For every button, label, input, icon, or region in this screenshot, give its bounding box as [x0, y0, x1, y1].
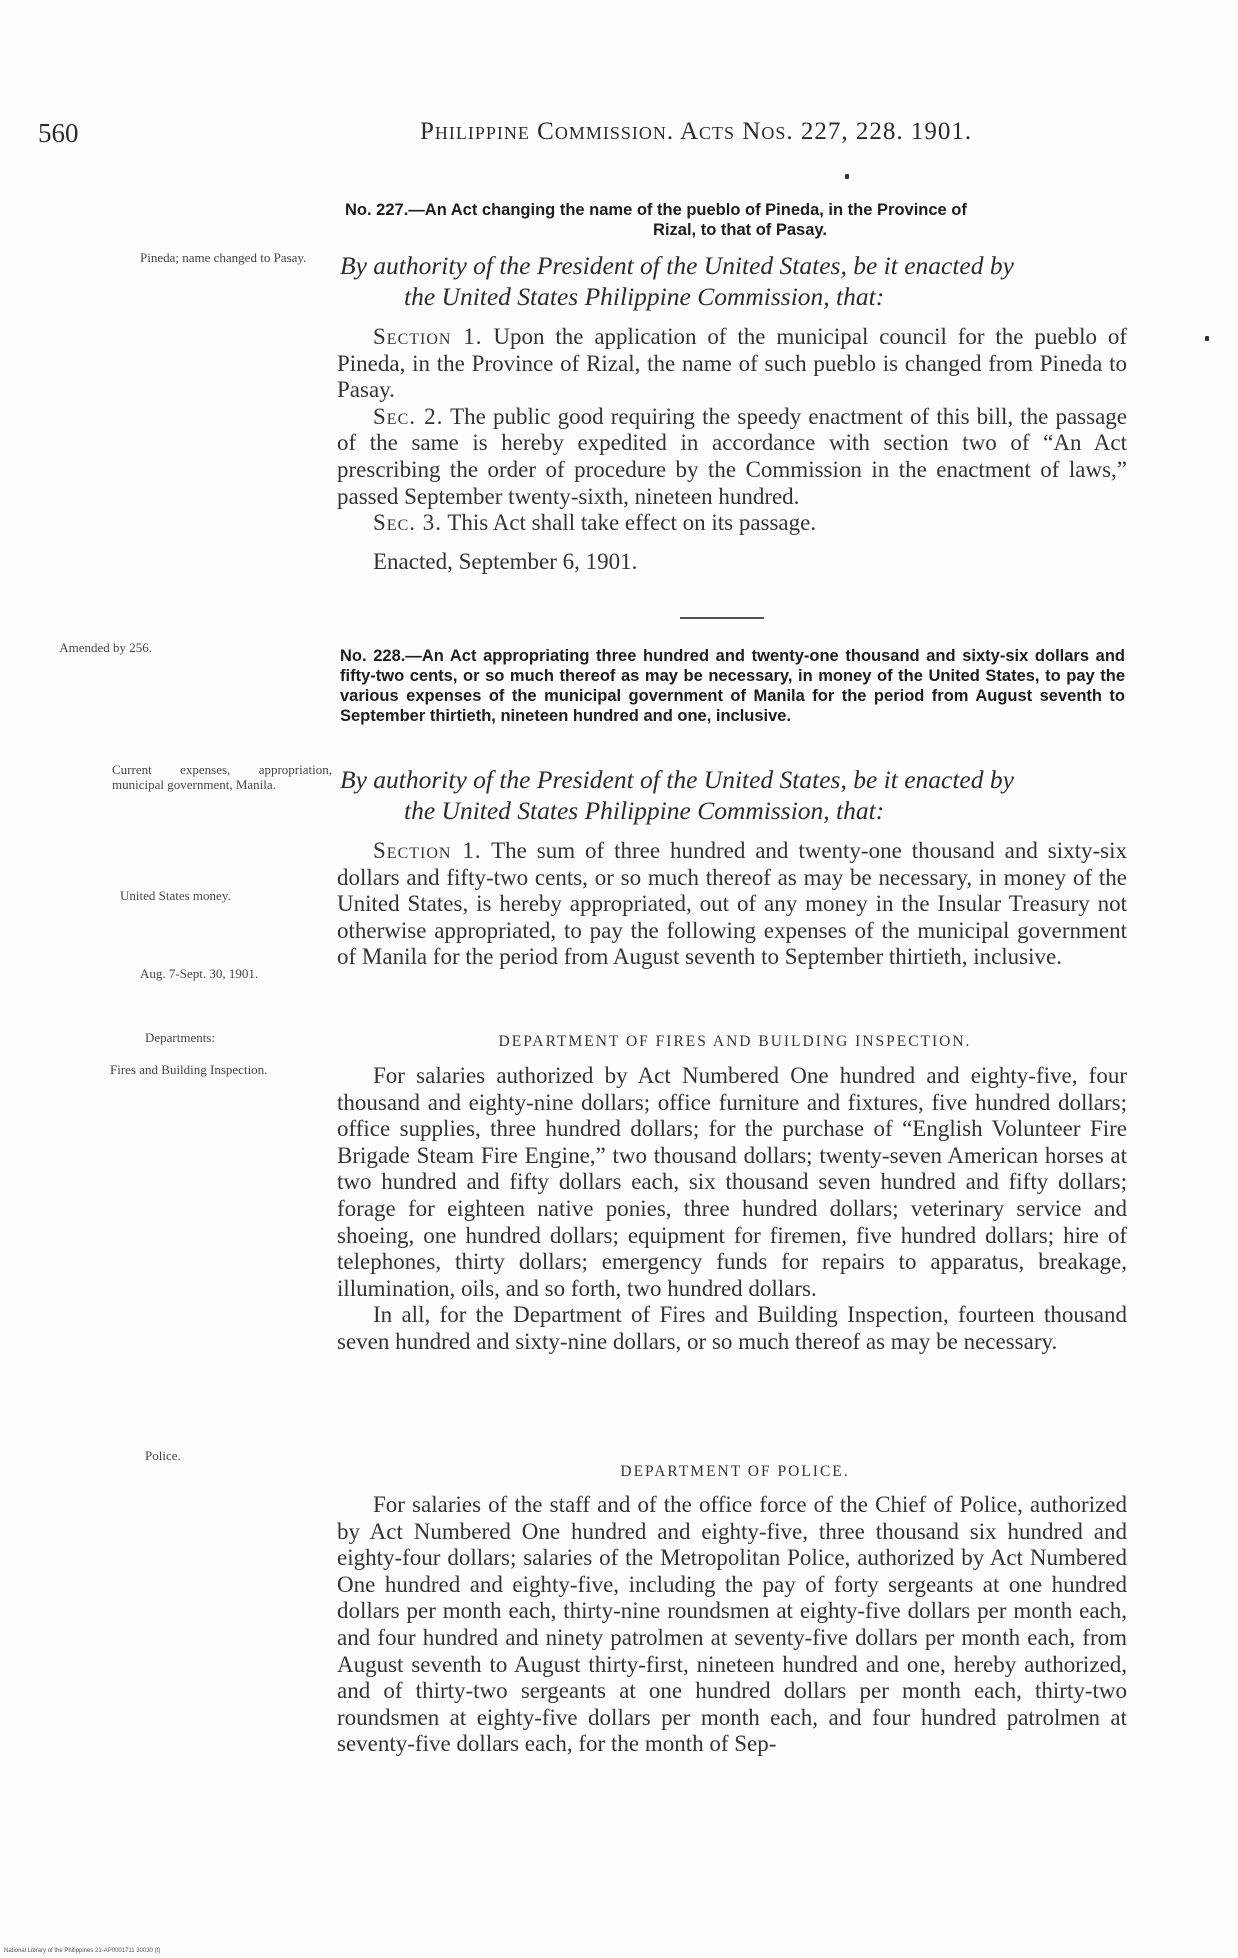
enacting-line1: By authority of the President of the United States, be it enacted by: [340, 251, 1014, 280]
fires-department-body: [337, 1063, 1127, 1356]
police-appropriations: For salaries of the staff and of the office force of the Chief of Police, authorized by Act Numbered One hundred and eighty-five, three thousand six hundred and eighty-four dollars; salaries of the Metropolitan Police, authorized by Act Numbered One hundred and eighty-five, including the pay of forty sergeants at one hundred dollars per month each, thirty-nine roundsmen at eighty-five dollars per month each, and four hundred and ninety patrolmen at seventy-five dollars per month each, from August seventh to August thirty-first, nineteen hundred and one, hereby authorized, and of thirty-two sergeants at one hundred dollars per month each, thirty-two roundsmen at eighty-five dollars per month each, and four hundred patrolmen at seventy-five dollars each, for the month of Sep-: [337, 1492, 1127, 1757]
margin-note-amended: Amended by 256.: [59, 640, 152, 655]
act-228-heading: No. 228.—An Act appropriating three hundred and twenty-one thousand and sixty-six dollars and fifty-two cents, or so much thereof as may be necessary, in money of the United States, to pay the various expenses of the municipal government of Manila for the period from August seventh to September thirtieth, nineteen hundred and one, inclusive.: [340, 647, 1125, 725]
enacting-line2: the United States Philippine Commission, that:: [404, 796, 885, 825]
margin-note-period: Aug. 7-Sept. 30, 1901.: [140, 966, 259, 981]
police-department-body: [337, 1492, 1127, 1758]
act-227-body: [337, 324, 1127, 575]
fires-total: In all, for the Department of Fires and Building Inspection, fourteen thousand seven hundred and sixty-nine dollars, or so much thereof as may be necessary.: [337, 1302, 1127, 1354]
act-227-enacting-clause: [340, 250, 1140, 312]
margin-note-police: Police.: [145, 1448, 181, 1463]
page-number: 560: [38, 118, 79, 148]
section-label: Sec. 2.: [373, 403, 444, 429]
separator-rule: [680, 617, 764, 619]
fires-department-heading: DEPARTMENT OF FIRES AND BUILDING INSPECTION.: [498, 1033, 972, 1050]
act-227-heading-line2: Rizal, to that of Pasay.: [653, 221, 827, 239]
section-3: [337, 510, 1127, 537]
enacted-date: Enacted, September 6, 1901.: [373, 548, 638, 574]
fires-appropriations: For salaries authorized by Act Numbered One hundred and eighty-five, four thousand and eighty-nine dollars; office furniture and fixtures, five hundred dollars; office supplies, three hundred dollars; for the purchase of “English Volunteer Fire Brigade Steam Fire Engine,” two thousand dollars; twenty-seven American horses at two hundred and fifty dollars each, six thousand seven hundred and fifty dollars; forage for eighteen native ponies, three hundred dollars; veterinary service and shoeing, one hundred dollars; equipment for firemen, five hundred dollars; hire of telephones, thirty dollars; emergency funds for repairs to apparatus, breakage, illumination, oils, and so forth, two hundred dollars.: [337, 1063, 1127, 1301]
act-228-enacting-clause: [340, 764, 1140, 826]
margin-note-departments: Departments:: [145, 1030, 216, 1045]
section-1: [337, 324, 1127, 404]
ink-speck: [845, 174, 849, 179]
section-text: Upon the application of the municipal council for the pueblo of Pineda, in the Province of Rizal, the name of such pueblo is changed from Pineda to Pasay.: [337, 324, 1127, 403]
section-label: Section 1.: [373, 838, 482, 863]
act-228-section-1: [337, 838, 1127, 971]
ink-speck: [1205, 336, 1209, 341]
police-department-heading: DEPARTMENT OF POLICE.: [620, 1463, 850, 1480]
enacting-line2: the United States Philippine Commission, that:: [404, 282, 885, 311]
enacting-line1: By authority of the President of the United States, be it enacted by: [340, 765, 1014, 794]
section-text: The sum of three hundred and twenty-one thousand and sixty-six dollars and fifty-two cents, or so much thereof as may be necessary, in money of the United States, is hereby appropriated, out of any money in the Insular Treasury not otherwise appropriated, to pay the following expenses of the municipal government of Manila for the period from August seventh to September thirtieth, inclusive.: [337, 838, 1127, 970]
section-label: Sec. 3.: [373, 510, 442, 536]
section-label: Section 1.: [373, 324, 483, 349]
section-text: The public good requiring the speedy enactment of this bill, the passage of the same is hereby expedited in accordance with section two of “An Act prescribing the order of procedure by the Commission in the enactment of laws,” passed September twenty-sixth, nineteen hundred.: [337, 403, 1127, 509]
running-head: Philippine Commission. Acts Nos. 227, 228. 1901.: [420, 118, 973, 145]
margin-note-current-expenses: Current expenses, appropriation, municipal government, Manila.: [112, 762, 332, 792]
section-text: This Act shall take effect on its passage.: [447, 510, 817, 536]
act-227-heading-line1: No. 227.—An Act changing the name of the pueblo of Pineda, in the Province of: [345, 201, 967, 219]
footer-credit: National Library of the Philippines 21-AP0001711 30030 (t): [4, 1948, 161, 1954]
act-227-heading: [345, 200, 1135, 240]
section-2: [337, 404, 1127, 510]
margin-note-pineda: Pineda; name changed to Pasay.: [140, 250, 307, 265]
margin-note-us-money: United States money.: [120, 888, 231, 903]
margin-note-fires: Fires and Building Inspection.: [110, 1062, 268, 1077]
